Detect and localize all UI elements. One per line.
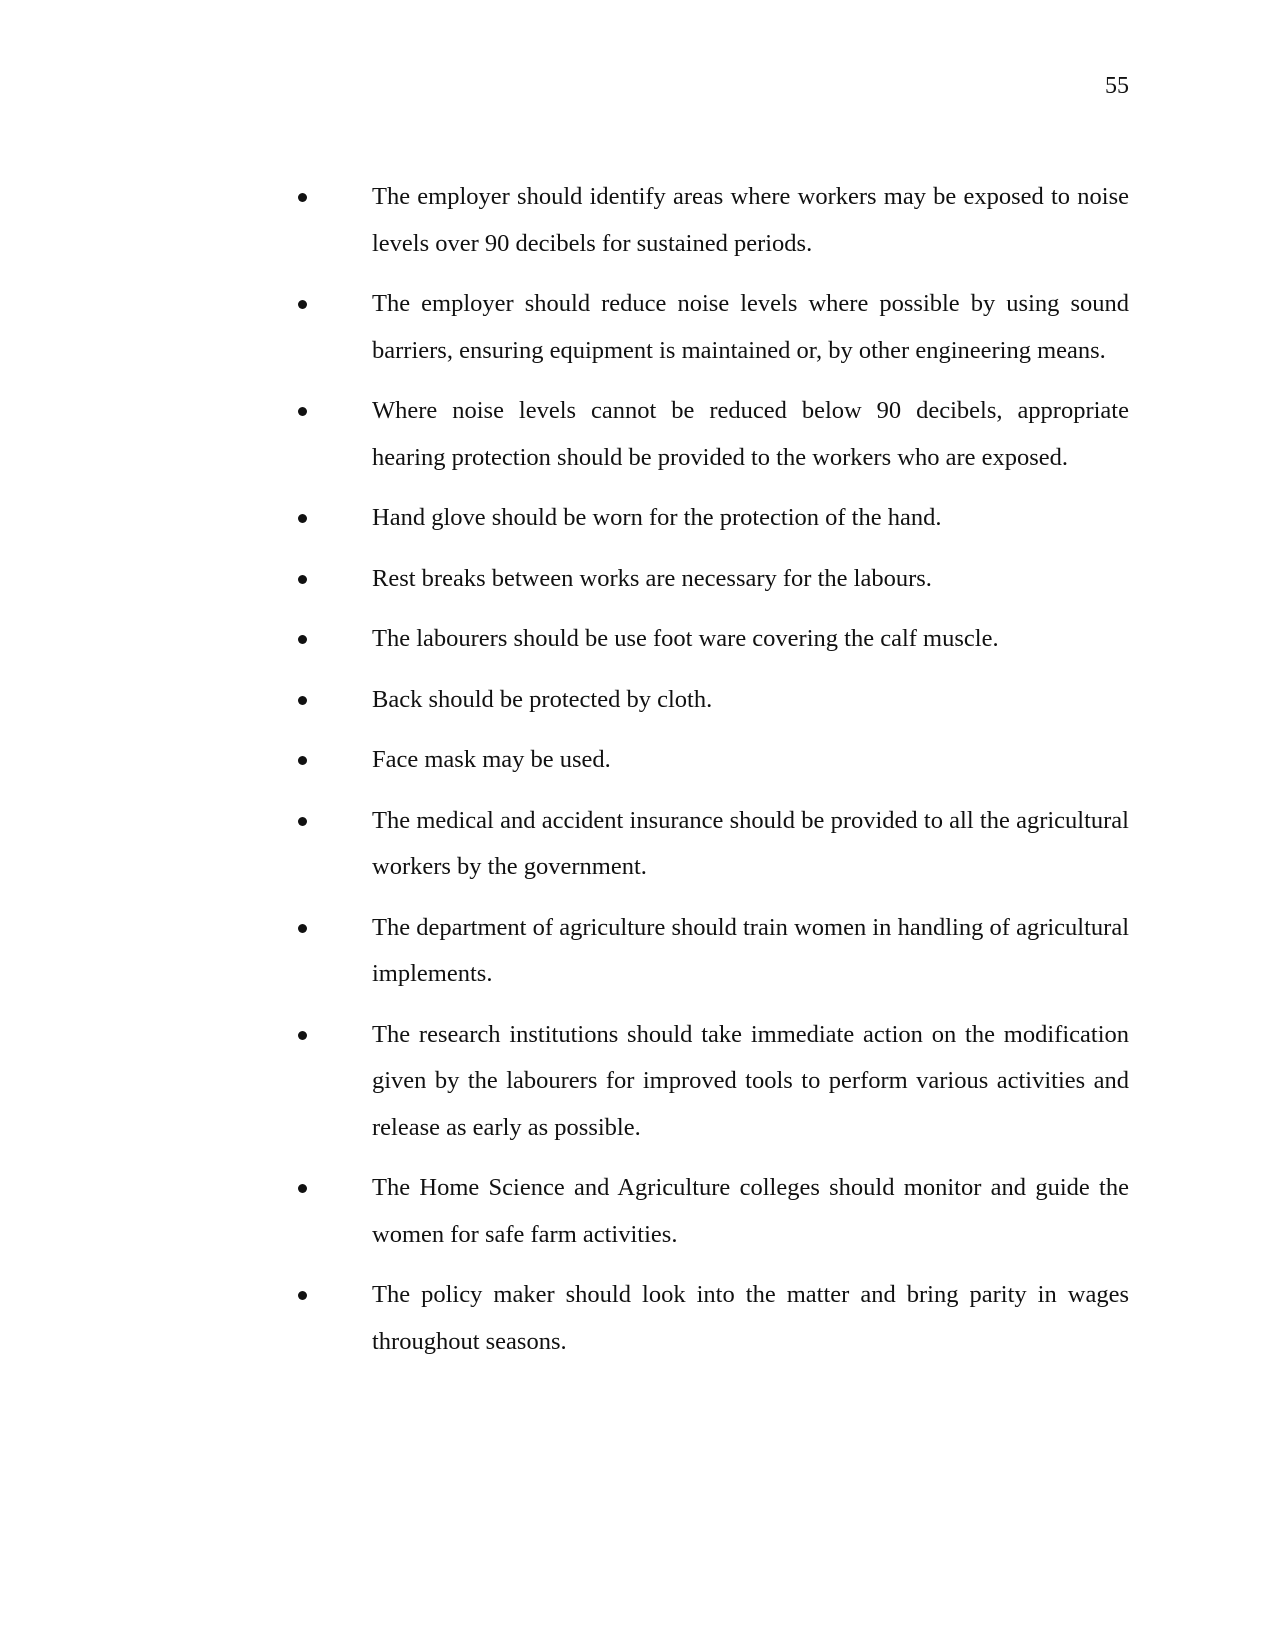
list-item bbox=[296, 1272, 1129, 1365]
list-item bbox=[296, 174, 1129, 267]
bullet-icon bbox=[298, 696, 307, 705]
list-item bbox=[296, 495, 1129, 542]
list-item-text: Back should be protected by cloth. bbox=[372, 685, 713, 713]
list-item-text: The department of agriculture should train women in handling of agricultural implements. bbox=[372, 913, 1129, 987]
list-item-text: The research institutions should take immediate action on the modification given by the labourers for improved tools to perform various activities and release as early as possible. bbox=[372, 1020, 1129, 1141]
list-item bbox=[296, 1012, 1129, 1152]
list-item bbox=[296, 281, 1129, 374]
list-item bbox=[296, 737, 1129, 784]
list-item-text: The Home Science and Agriculture colleges should monitor and guide the women for safe farm activities. bbox=[372, 1174, 1129, 1248]
bullet-icon bbox=[298, 924, 307, 933]
list-item-text: The employer should reduce noise levels where possible by using sound barriers, ensuring equipment is maintained or, by other engineering means. bbox=[372, 290, 1129, 364]
recommendations-list bbox=[296, 174, 1129, 1379]
list-item-text: Face mask may be used. bbox=[372, 746, 611, 773]
list-item bbox=[296, 556, 1129, 603]
bullet-icon bbox=[298, 300, 307, 309]
list-item bbox=[296, 1165, 1129, 1258]
list-item-text: The medical and accident insurance should be provided to all the agricultural workers by the government. bbox=[372, 806, 1129, 880]
list-item-text: Hand glove should be worn for the protection of the hand. bbox=[372, 504, 942, 531]
list-item bbox=[296, 388, 1129, 481]
list-item-text: The policy maker should look into the matter and bring parity in wages throughout seasons. bbox=[372, 1281, 1129, 1355]
bullet-icon bbox=[298, 1184, 307, 1193]
list-item bbox=[296, 905, 1129, 998]
bullet-icon bbox=[298, 514, 307, 523]
list-item-text: Rest breaks between works are necessary for the labours. bbox=[372, 564, 932, 592]
bullet-icon bbox=[298, 193, 307, 202]
list-item bbox=[296, 677, 1129, 724]
bullet-icon bbox=[298, 407, 307, 416]
bullet-icon bbox=[298, 1031, 307, 1040]
list-item bbox=[296, 616, 1129, 663]
bullet-icon bbox=[298, 1291, 307, 1300]
page-number: 55 bbox=[1105, 73, 1129, 99]
bullet-icon bbox=[298, 756, 307, 765]
list-item bbox=[296, 798, 1129, 891]
bullet-icon bbox=[298, 575, 307, 584]
bullet-icon bbox=[298, 635, 307, 644]
bullet-icon bbox=[298, 817, 307, 826]
list-item-text: The employer should identify areas where workers may be exposed to noise levels over 90 decibels for sustained periods. bbox=[372, 183, 1129, 257]
list-item-text: Where noise levels cannot be reduced below 90 decibels, appropriate hearing protection should be provided to the workers who are exposed. bbox=[372, 397, 1129, 471]
list-item-text: The labourers should be use foot ware covering the calf muscle. bbox=[372, 625, 999, 652]
